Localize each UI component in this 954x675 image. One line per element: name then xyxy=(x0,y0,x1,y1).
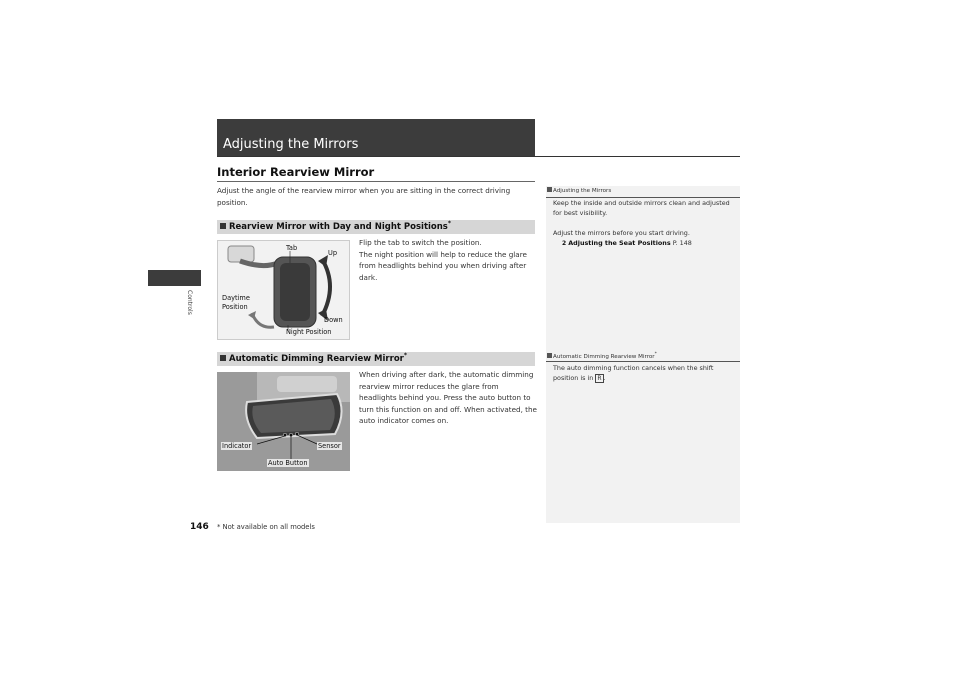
note-heading-adjusting xyxy=(546,186,740,198)
gear-r-box: R xyxy=(597,375,602,383)
seat-positions-link[interactable] xyxy=(562,238,744,249)
auto-mirror-svg xyxy=(217,372,350,471)
note-adjusting-p1: Keep the inside and outside mirrors clean and adjusted for best visibility. xyxy=(553,199,730,218)
note-auto-dimming-post: . xyxy=(603,374,606,383)
subheading-day-night-text: Rearview Mirror with Day and Night Positions xyxy=(229,222,448,232)
note-heading-auto-dimming-text: Automatic Dimming Rearview Mirror xyxy=(553,353,655,360)
auto-dimming-mirror-photo xyxy=(217,372,350,471)
asterisk: * xyxy=(654,352,657,357)
section-rule xyxy=(217,181,535,182)
asterisk: * xyxy=(403,352,407,360)
label-sensor: Sensor xyxy=(318,442,341,450)
label-daytime: Daytime xyxy=(222,294,250,302)
page-title-bar xyxy=(217,119,535,156)
auto-dimming-description: When driving after dark, the automatic dimming rearview mirror reduces the glare from headlights behind you. Press the auto button to turn this function on and off. When activated, the auto indicator comes on. xyxy=(359,370,537,425)
note-icon xyxy=(547,187,552,192)
label-auto-button: Auto Button xyxy=(268,459,308,467)
note-auto-dimming-pre: The auto dimming function cancels when the shift position is in xyxy=(553,364,714,383)
day-night-line2: The night position will help to reduce the glare from headlights behind you when driving after dark. xyxy=(359,249,527,282)
day-night-line1: Flip the tab to switch the position. xyxy=(359,238,482,247)
label-up: Up xyxy=(328,249,338,257)
note-icon xyxy=(547,353,552,358)
title-rule xyxy=(217,156,740,157)
subheading-auto-dimming-text: Automatic Dimming Rearview Mirror xyxy=(229,354,404,364)
chapter-tab[interactable] xyxy=(148,270,201,286)
label-tab: Tab xyxy=(286,244,298,252)
page-title: Adjusting the Mirrors xyxy=(223,137,359,152)
arrow-ref-icon: 2 xyxy=(562,240,567,247)
label-night-position: Night Position xyxy=(286,328,332,336)
label-down: Down xyxy=(324,316,343,324)
label-indicator: Indicator xyxy=(222,442,252,450)
label-position: Position xyxy=(222,303,248,311)
subheading-day-night xyxy=(217,220,535,234)
seat-positions-link-text: Adjusting the Seat Positions xyxy=(568,239,671,247)
footnote: * Not available on all models xyxy=(217,523,315,531)
subheading-auto-dimming xyxy=(217,352,535,366)
day-night-description xyxy=(359,237,537,283)
chapter-label: Controls xyxy=(186,290,193,315)
note-heading-adjusting-text: Adjusting the Mirrors xyxy=(553,188,612,194)
intro-text: Adjust the angle of the rearview mirror when you are sitting in the correct driving position. xyxy=(217,186,511,207)
asterisk: * xyxy=(447,220,452,228)
seat-positions-page: P. 148 xyxy=(672,239,692,247)
page-number: 146 xyxy=(190,522,209,532)
square-bullet-icon xyxy=(220,223,226,229)
notes-column xyxy=(546,186,740,523)
section-title: Interior Rearview Mirror xyxy=(217,165,375,179)
note-auto-dimming-text xyxy=(553,363,735,383)
day-night-mirror-illustration xyxy=(217,240,350,340)
note-heading-auto-dimming xyxy=(546,350,740,362)
square-bullet-icon xyxy=(220,355,226,361)
note-adjusting-p2: Adjust the mirrors before you start driving. xyxy=(553,229,690,237)
